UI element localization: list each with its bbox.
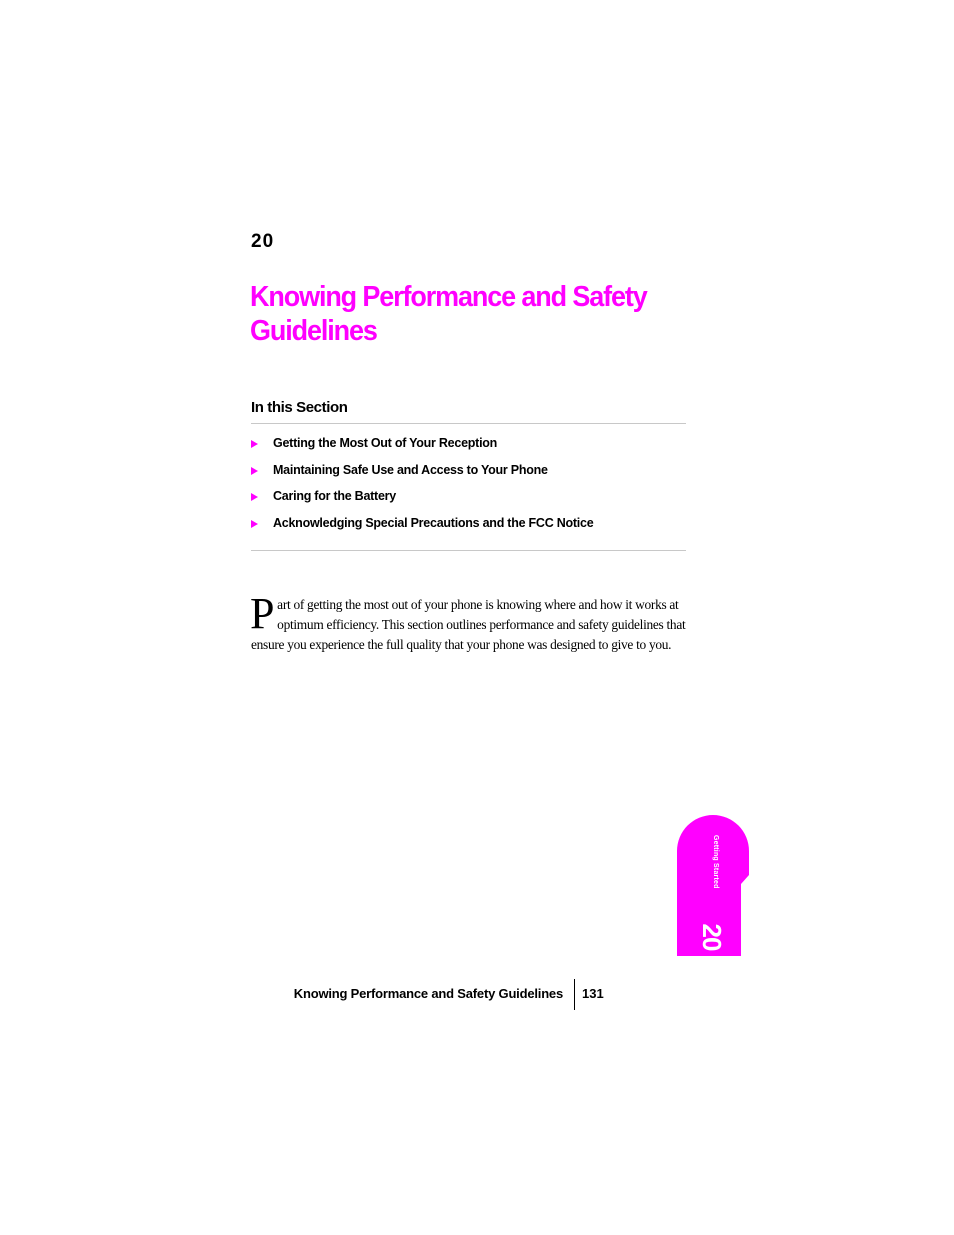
list-item-label: Acknowledging Special Precautions and the FCC Notice: [273, 515, 594, 530]
in-this-section-heading: In this Section: [251, 399, 348, 416]
footer-title: Knowing Performance and Safety Guidelines: [293, 986, 563, 1001]
chapter-side-tab[interactable]: [677, 815, 741, 956]
footer-divider: [574, 979, 575, 1010]
intro-paragraph: [250, 589, 688, 655]
tab-caption: Getting Started: [712, 835, 719, 889]
list-item[interactable]: [251, 487, 593, 514]
triangle-right-icon: [251, 493, 258, 501]
triangle-right-icon: [251, 467, 258, 475]
drop-cap: P: [250, 589, 275, 638]
page-number: 131: [582, 986, 604, 1001]
triangle-right-icon: [251, 520, 258, 528]
chapter-title: Knowing Performance and Safety Guidelines: [250, 281, 647, 347]
section-contents-list: [251, 434, 593, 540]
list-item[interactable]: [251, 461, 593, 488]
section-rule-top: [251, 423, 686, 424]
intro-text: art of getting the most out of your phone is knowing where and how it works at optimum efficiency. This section outlines performance and safety guidelines that ensure you experience the full quality that your phone was designed to give to you.: [251, 597, 686, 652]
list-item[interactable]: [251, 434, 593, 461]
tab-number: 20: [697, 923, 727, 951]
list-item-label: Maintaining Safe Use and Access to Your Phone: [273, 462, 548, 477]
list-item-label: Getting the Most Out of Your Reception: [273, 436, 498, 450]
list-item[interactable]: [251, 514, 593, 541]
section-rule-bottom: [251, 550, 686, 551]
triangle-right-icon: [251, 440, 258, 448]
section-number: 20: [251, 231, 275, 252]
list-item-label: Caring for the Battery: [273, 489, 396, 504]
